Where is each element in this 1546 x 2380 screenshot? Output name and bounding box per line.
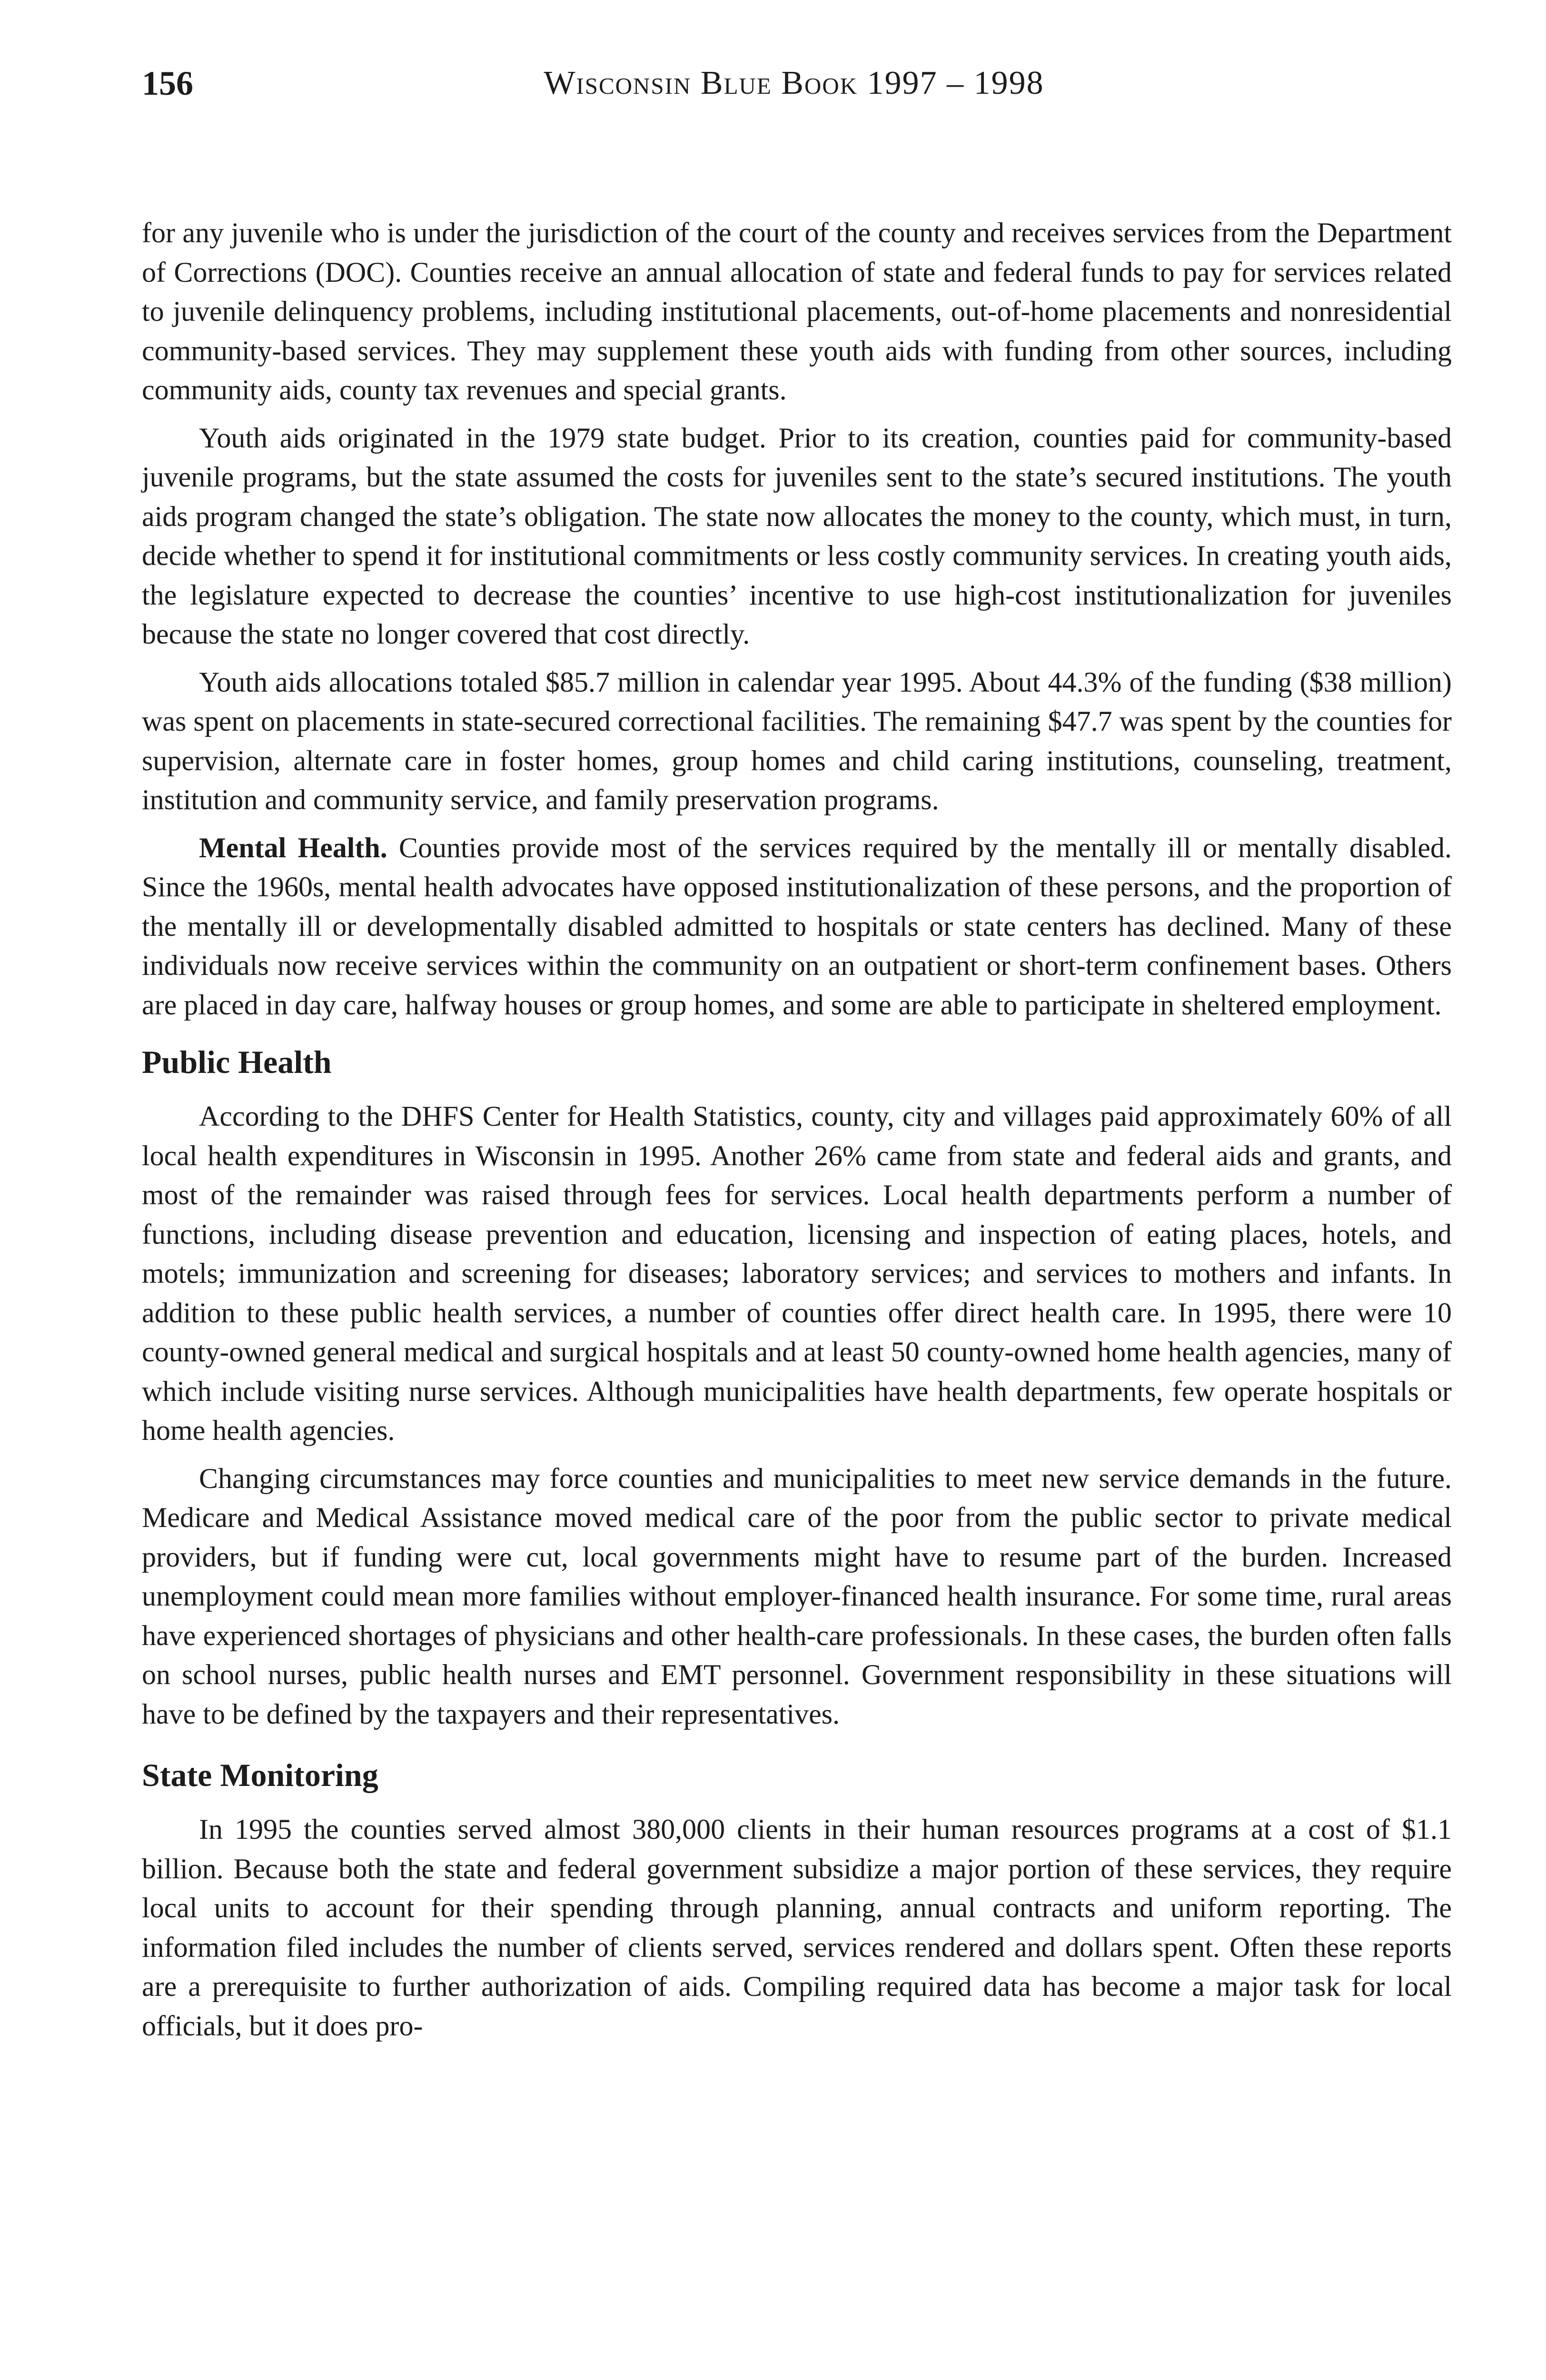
mental-health-lead: Mental Health. [199, 832, 387, 863]
paragraph-juvenile-continuation: for any juvenile who is under the jurisdiction of the court of the county and receives services from the Department of Corrections (DOC). Counties receive an annual allocation of state and federal funds to pay for services related to juvenile delinquency problems, including institutional placements, out-of-home placements and nonresidential community-based services. They may supplement these youth aids with funding from other sources, including community aids, county tax revenues and special grants. [142, 217, 1452, 406]
paragraph-state-monitoring: In 1995 the counties served almost 380,000 clients in their human resources programs at a cost of $1.1 billion. Because both the state and federal government subsidize a major portion of these services, they require local units to account for their spending through planning, annual contracts and uniform reporting. The information filed includes the number of clients served, services rendered and dollars spent. Often these reports are a prerequisite to further authorization of aids. Compiling required data has become a major task for local officials, but it does pro- [142, 1814, 1452, 2042]
page-body [142, 213, 1452, 2045]
paragraph-youth-aids-origin: Youth aids originated in the 1979 state budget. Prior to its creation, counties paid for community-based juvenile programs, but the state assumed the costs for juveniles sent to the state’s secured institutions. The youth aids program changed the state’s obligation. The state now allocates the money to the county, which must, in turn, decide whether to spend it for institutional commitments or less costly community services. In creating youth aids, the legislature expected to decrease the counties’ incentive to use high-cost institutionalization for juveniles because the state no longer covered that cost directly. [142, 422, 1452, 650]
page-number: 156 [142, 64, 193, 102]
paragraph-public-health-expenditures: According to the DHFS Center for Health Statistics, county, city and villages paid approximately 60% of all local health expenditures in Wisconsin in 1995. Another 26% came from state and federal aids and grants, and most of the remainder was raised through fees for services. Local health departments perform a number of functions, including disease prevention and education, licensing and inspection of eating places, hotels, and motels; immunization and screening for diseases; laboratory services; and services to mothers and infants. In addition to these public health services, a number of counties offer direct health care. In 1995, there were 10 county-owned general medical and surgical hospitals and at least 50 county-owned home health agencies, many of which include visiting nurse services. Although municipalities have health departments, few operate hospitals or home health agencies. [142, 1101, 1452, 1446]
paragraph-mental-health [142, 828, 1452, 1025]
paragraph-youth-aids-allocations: Youth aids allocations totaled $85.7 million in calendar year 1995. About 44.3% of the funding ($38 million) was spent on placements in state-secured correctional facilities. The remaining $47.7 was spent by the counties for supervision, alternate care in foster homes, group homes and child caring institutions, counseling, treatment, institution and community service, and family preservation programs. [142, 666, 1452, 815]
heading-state-monitoring: State Monitoring [142, 1757, 378, 1793]
page-header [142, 62, 1446, 114]
mental-health-text: Counties provide most of the services required by the mentally ill or mentally disabled. Since the 1960s, mental health advocates have opposed institutionalization of these persons, and the proportion of the mentally ill or developmentally disabled admitted to hospitals or state centers has declined. Many of these individuals now receive services within the community on an outpatient or short-term confinement bases. Others are placed in day care, halfway houses or group homes, and some are able to participate in sheltered employment. [142, 832, 1452, 1021]
paragraph-changing-circumstances: Changing circumstances may force counties and municipalities to meet new service demands in the future. Medicare and Medical Assistance moved medical care of the poor from the public sector to private medical providers, but if funding were cut, local governments might have to resume part of the burden. Increased unemployment could mean more families without employer-financed health insurance. For some time, rural areas have experienced shortages of physicians and other health-care professionals. In these cases, the burden often falls on school nurses, public health nurses and EMT personnel. Government responsibility in these situations will have to be defined by the taxpayers and their representatives. [142, 1462, 1452, 1730]
heading-public-health: Public Health [142, 1044, 332, 1080]
running-title: Wisconsin Blue Book 1997 – 1998 [544, 65, 1044, 101]
